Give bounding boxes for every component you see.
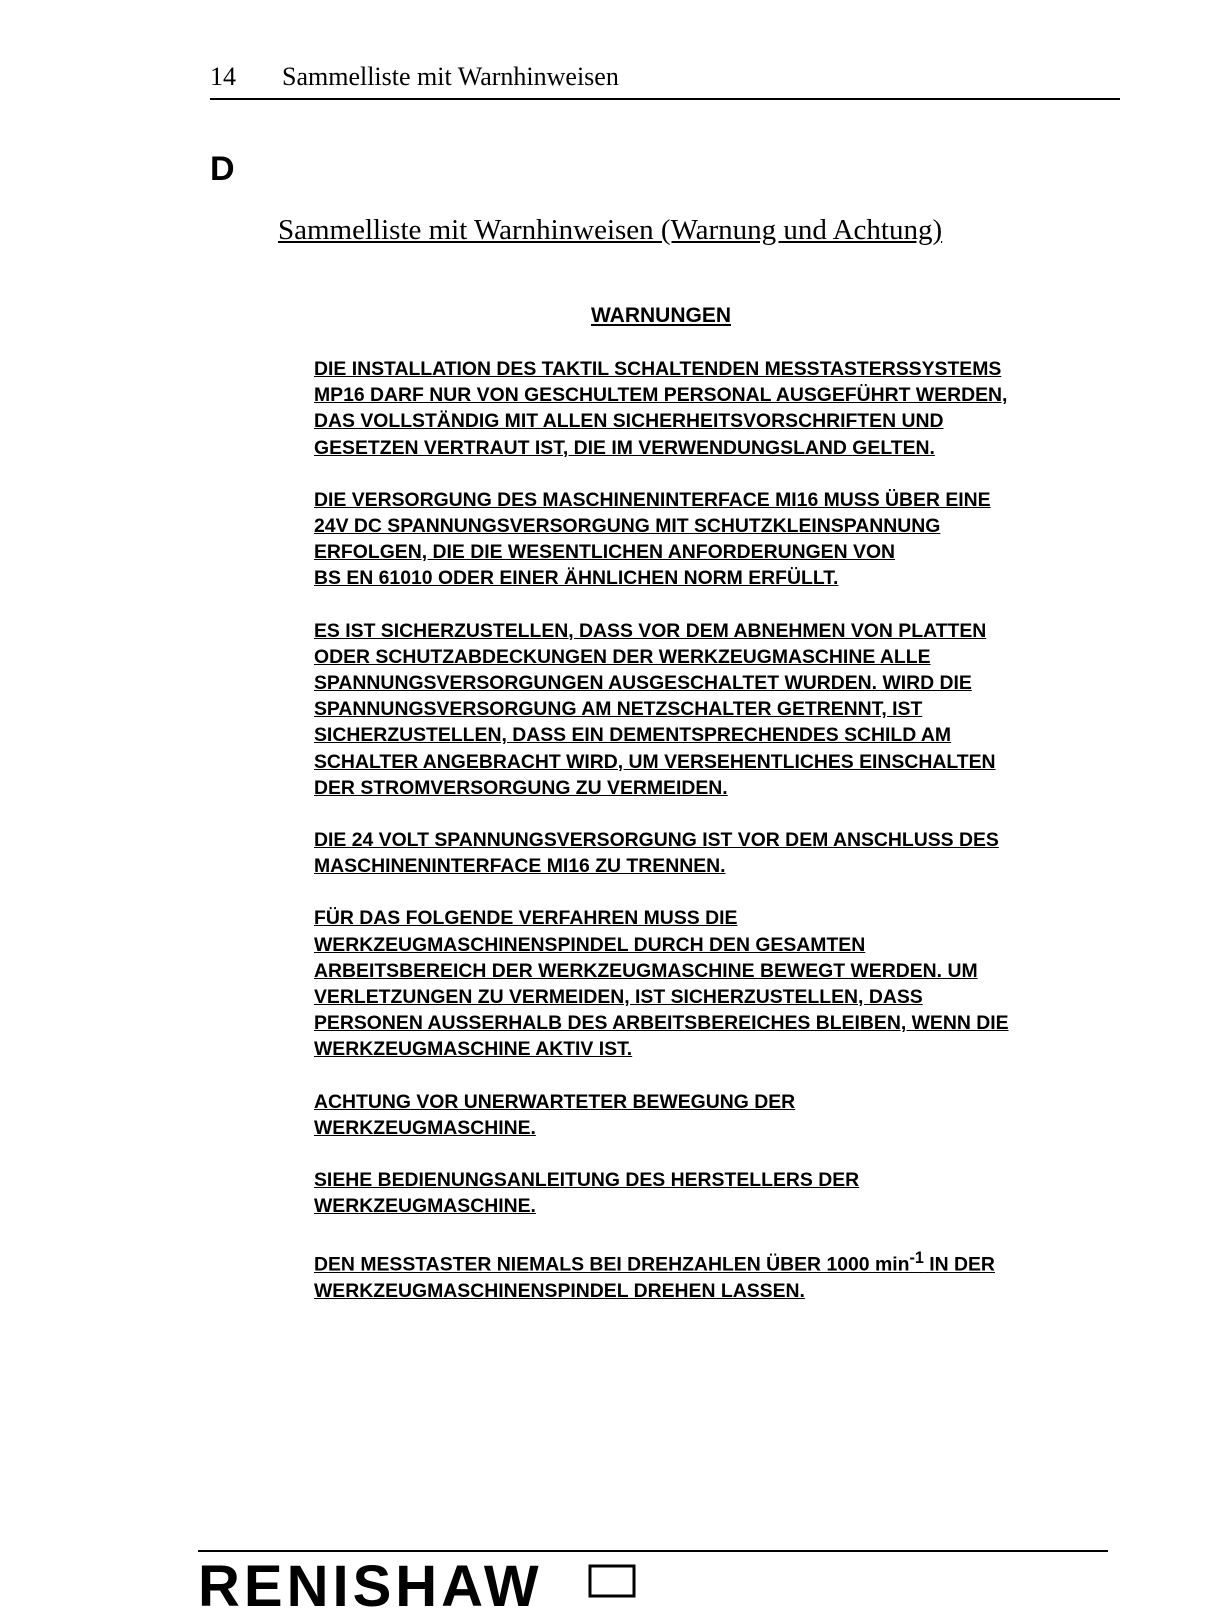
logo-text: RENISHAW (198, 1554, 543, 1619)
warning-item (314, 827, 1104, 879)
warning-line: SPANNUNGSVERSORGUNG AM NETZSCHALTER GETRENNT, IST (314, 698, 923, 721)
warning-line: WERKZEUGMASCHINENSPINDEL DURCH DEN GESAMTEN (314, 933, 866, 956)
warning-item (314, 1089, 1104, 1141)
warning-line: SICHERZUSTELLEN, DASS EIN DEMENTSPRECHENDES SCHILD AM (314, 724, 952, 747)
warning-item (314, 487, 1104, 592)
warning-line: WERKZEUGMASCHINE AKTIV IST. (314, 1038, 633, 1061)
warning-line (314, 1245, 1104, 1278)
warning-line: MASCHINENINTERFACE MI16 ZU TRENNEN. (314, 855, 726, 878)
warning-line: SIEHE BEDIENUNGSANLEITUNG DES HERSTELLERS DER (314, 1169, 860, 1192)
warning-line: 24V DC SPANNUNGSVERSORGUNG MIT SCHUTZKLEINSPANNUNG (314, 515, 941, 538)
warning-line: MP16 DARF NUR VON GESCHULTEM PERSONAL AUSGEFÜHRT WERDEN, (314, 384, 1008, 407)
running-title: Sammelliste mit Warnhinweisen (282, 62, 619, 91)
warning-item (314, 618, 1104, 801)
running-header (210, 60, 1120, 100)
renishaw-logo (198, 1554, 648, 1619)
warning-line: WERKZEUGMASCHINE. (314, 1116, 536, 1139)
logo-box (590, 1566, 634, 1596)
page-number: 14 (210, 62, 236, 91)
warning-line: VERLETZUNGEN ZU VERMEIDEN, IST SICHERZUSTELLEN, DASS (314, 986, 923, 1009)
warning-line: ARBEITSBEREICH DER WERKZEUGMASCHINE BEWEGT WERDEN. UM (314, 959, 978, 982)
warning-line: WERKZEUGMASCHINENSPINDEL DREHEN LASSEN. (314, 1280, 805, 1303)
superscript: -1 (909, 1249, 924, 1268)
warning-item (314, 1167, 1104, 1219)
warning-line: DIE 24 VOLT SPANNUNGSVERSORGUNG IST VOR DEM ANSCHLUSS DES (314, 829, 999, 852)
warning-line: GESETZEN VERTRAUT IST, DIE IM VERWENDUNGSLAND GELTEN. (314, 436, 935, 459)
warning-line: DIE INSTALLATION DES TAKTIL SCHALTENDEN MESSTASTERSSYSTEMS (314, 358, 1002, 380)
warning-line: SCHALTER ANGEBRACHT WIRD, UM VERSEHENTLICHES EINSCHALTEN (314, 750, 996, 773)
warning-line: ODER SCHUTZABDECKUNGEN DER WERKZEUGMASCHINE ALLE (314, 645, 931, 668)
warning-line: DAS VOLLSTÄNDIG MIT ALLEN SICHERHEITSVORSCHRIFTEN UND (314, 410, 944, 433)
warning-line: BS EN 61010 ODER EINER ÄHNLICHEN NORM ERFÜLLT. (314, 567, 839, 590)
warning-line: PERSONEN AUSSERHALB DES ARBEITSBEREICHES BLEIBEN, WENN DIE (314, 1012, 1009, 1035)
warning-text: IN DER (923, 1253, 995, 1276)
warning-line: ERFOLGEN, DIE DIE WESENTLICHEN ANFORDERUNGEN VON (314, 541, 896, 564)
footer-rule (198, 1550, 1108, 1552)
warning-line: ACHTUNG VOR UNERWARTETER BEWEGUNG DER (314, 1090, 796, 1113)
warning-line: DIE VERSORGUNG DES MASCHINENINTERFACE MI16 MUSS ÜBER EINE (314, 488, 991, 511)
warning-line: FÜR DAS FOLGENDE VERFAHREN MUSS DIE (314, 907, 738, 930)
warning-line: SPANNUNGSVERSORGUNGEN AUSGESCHALTET WURDEN. WIRD DIE (314, 672, 972, 695)
warning-item (314, 905, 1104, 1062)
warning-item-spindle-speed (314, 1245, 1104, 1304)
warnings-list (314, 356, 1104, 1330)
language-code: D (210, 150, 235, 188)
warning-item (314, 356, 1104, 461)
warning-line: WERKZEUGMASCHINE. (314, 1195, 536, 1218)
warning-text: DEN MESSTASTER NIEMALS BEI DREHZAHLEN ÜBER 1000 min (314, 1253, 910, 1276)
section-title: Sammelliste mit Warnhinweisen (Warnung und Achtung) (278, 214, 943, 246)
warnings-heading: WARNUNGEN (591, 304, 731, 327)
logo-mark (198, 1554, 648, 1619)
warning-line: ES IST SICHERZUSTELLEN, DASS VOR DEM ABNEHMEN VON PLATTEN (314, 619, 987, 642)
warning-line: DER STROMVERSORGUNG ZU VERMEIDEN. (314, 776, 728, 799)
